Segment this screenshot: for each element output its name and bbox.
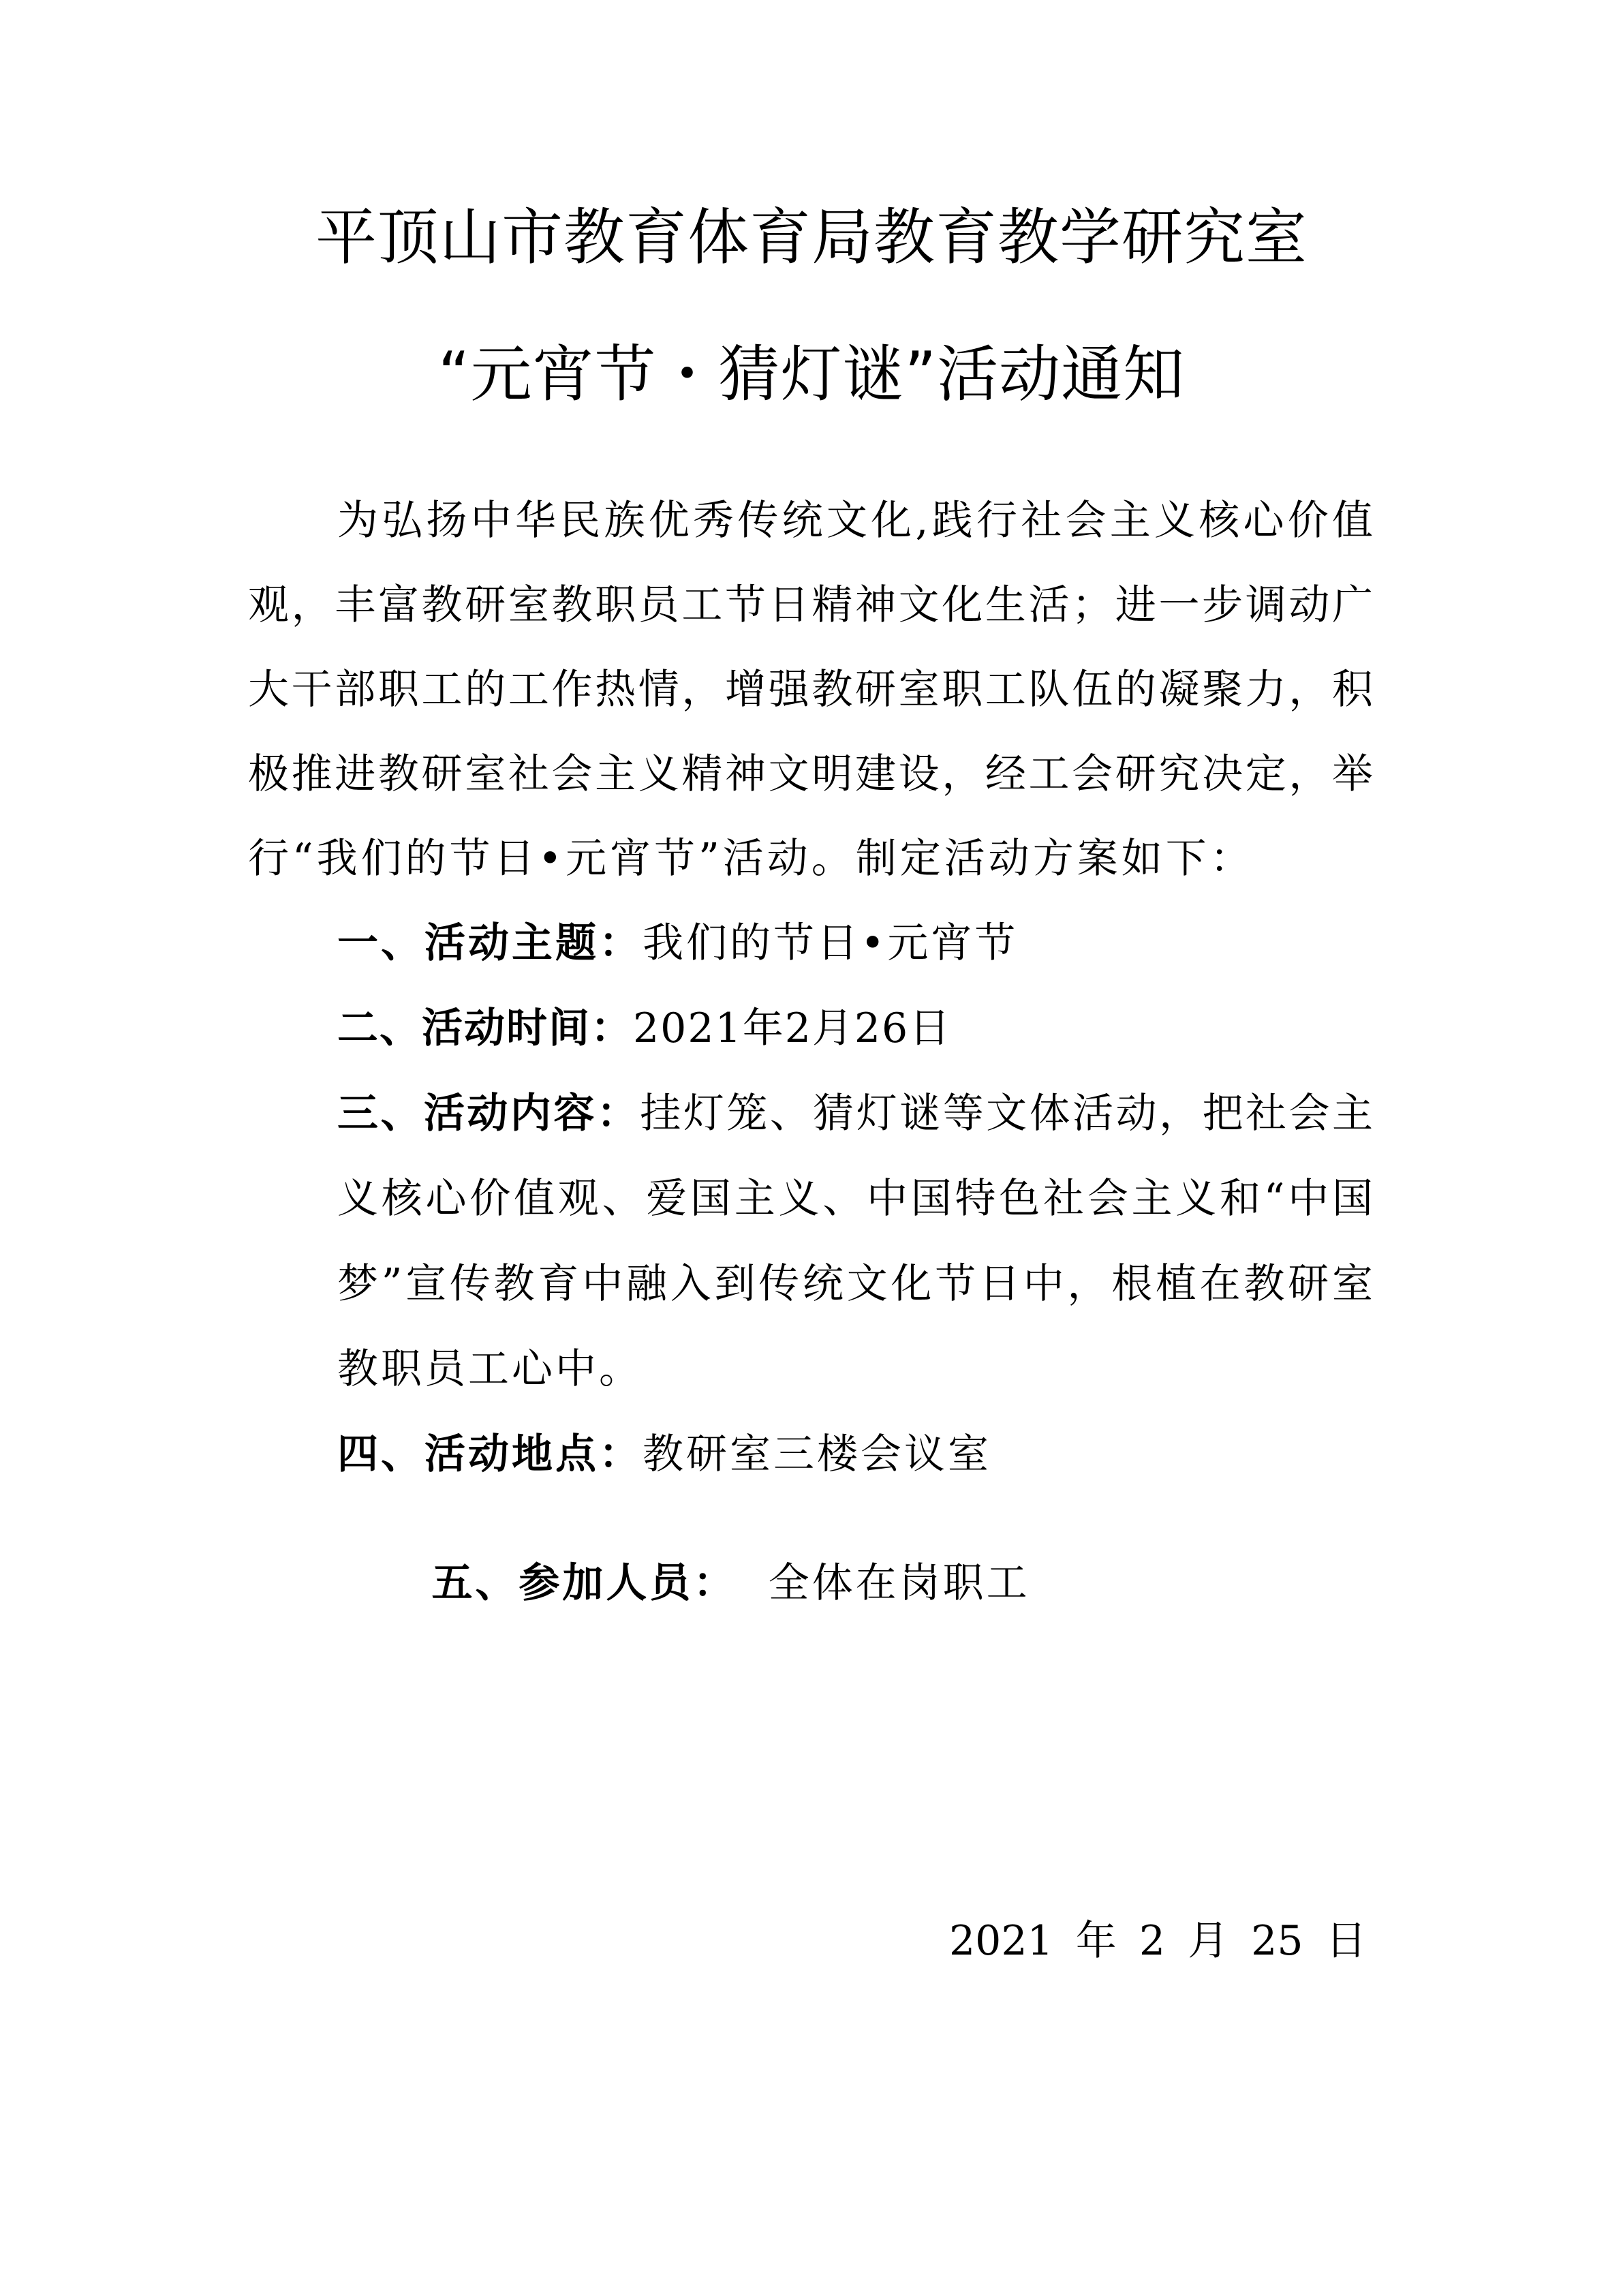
intro-line-1: 为弘扬中华民族优秀传统文化,践行社会主义核心价值 bbox=[337, 499, 1373, 542]
list-item-location bbox=[337, 1430, 991, 1478]
title-line-1: 平顶山市教育体育局教育教学研究室 bbox=[315, 202, 1308, 273]
item-content-line-1 bbox=[337, 1092, 1373, 1135]
intro-line-2: 观，丰富教研室教职员工节日精神文化生活；进一步调动广 bbox=[248, 583, 1373, 627]
item-content-line-3: 梦”宣传教育中融入到传统文化节日中，根植在教研室 bbox=[337, 1262, 1373, 1306]
item-value: 我们的节日•元宵节 bbox=[643, 919, 1019, 967]
item-value: 全体在岗职工 bbox=[737, 1559, 1030, 1607]
item-value: 挂灯笼、猜灯谜等文体活动，把社会主 bbox=[640, 1092, 1373, 1135]
item-value: 2021年2月26日 bbox=[633, 1005, 952, 1052]
list-item-time bbox=[337, 1007, 951, 1050]
item-content-line-2: 义核心价值观、爱国主义、中国特色社会主义和“中国 bbox=[337, 1177, 1373, 1221]
intro-line-4: 极推进教研室社会主义精神文明建设，经工会研究决定，举 bbox=[248, 752, 1373, 796]
list-item-participants bbox=[337, 1518, 1030, 1649]
intro-line-3: 大干部职工的工作热情，增强教研室职工队伍的凝聚力，积 bbox=[248, 668, 1373, 711]
item-value: 教研室三楼会议室 bbox=[643, 1430, 991, 1478]
item-label: 四、活动地点： bbox=[337, 1430, 643, 1478]
item-label: 三、活动内容： bbox=[337, 1092, 640, 1135]
item-label: 一、活动主题： bbox=[337, 919, 643, 967]
signature-date: 2021 年 2 月 25 日 bbox=[949, 1917, 1367, 1965]
title-line-2: “元宵节・猜灯谜”活动通知 bbox=[437, 339, 1186, 410]
item-label: 二、活动时间： bbox=[337, 1005, 633, 1052]
item-content-line-4: 教职员工心中。 bbox=[337, 1345, 643, 1393]
item-label: 五、参加人员： bbox=[431, 1559, 737, 1607]
list-item-theme bbox=[337, 921, 1018, 965]
intro-line-5: 行“我们的节日•元宵节”活动。制定活动方案如下： bbox=[248, 835, 1254, 883]
